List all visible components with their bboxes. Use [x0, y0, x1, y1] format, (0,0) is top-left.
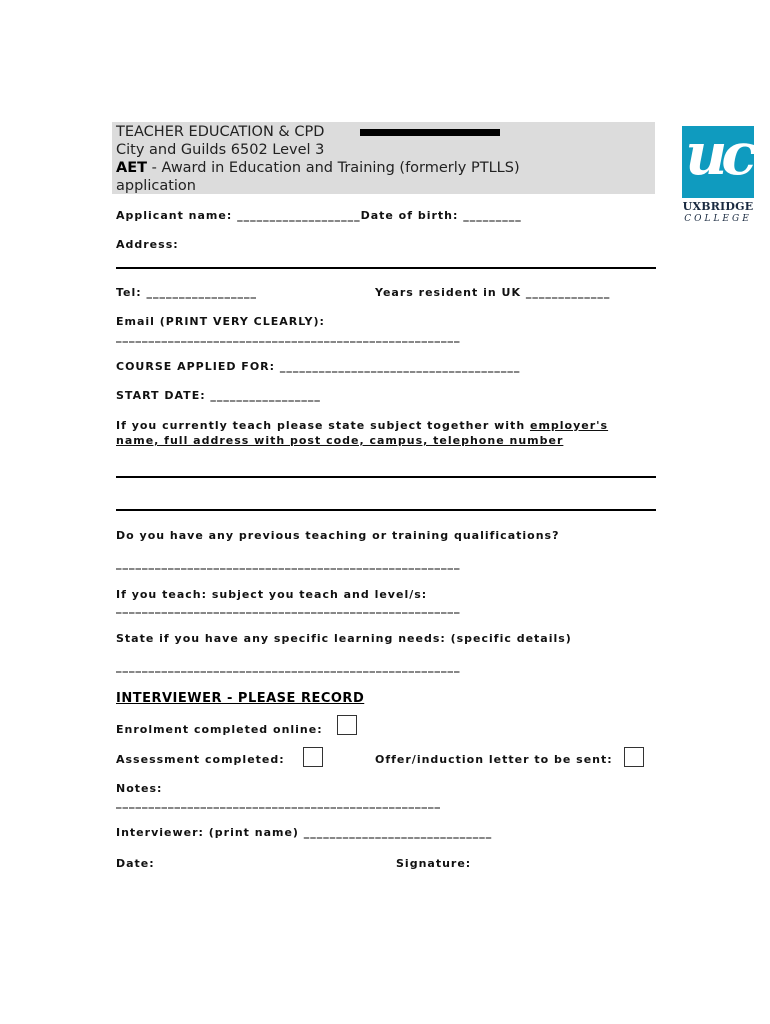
- interviewer-name-field: Interviewer: (print name) _____________________________: [116, 826, 493, 839]
- subject-level-label: If you teach: subject you teach and level/s:: [116, 588, 428, 601]
- enrolment-checkbox[interactable]: [337, 715, 357, 735]
- notes-line: __________________________________________________: [116, 796, 441, 809]
- prev-quals-label: Do you have any previous teaching or training qualifications?: [116, 529, 560, 542]
- offer-letter-label: Offer/induction letter to be sent:: [375, 753, 613, 766]
- address-label: Address:: [116, 238, 179, 251]
- offer-letter-checkbox[interactable]: [624, 747, 644, 767]
- enrolment-label: Enrolment completed online:: [116, 723, 323, 736]
- course-field: COURSE APPLIED FOR: _____________________________________: [116, 360, 521, 373]
- header-line-3: [116, 159, 520, 177]
- header-line-2: City and Guilds 6502 Level 3: [116, 142, 325, 158]
- start-date-field: START DATE: _________________: [116, 389, 321, 402]
- teach-line-1: [116, 476, 656, 478]
- years-resident-field: Years resident in UK _____________: [375, 286, 611, 299]
- header-aet: AET: [116, 160, 148, 176]
- email-label: Email (PRINT VERY CLEARLY):: [116, 315, 325, 328]
- prev-quals-line: _____________________________________________________: [116, 557, 461, 570]
- email-line: _____________________________________________________: [116, 330, 461, 343]
- header-line-1: TEACHER EDUCATION & CPD: [116, 124, 325, 140]
- assessment-label: Assessment completed:: [116, 753, 285, 766]
- teach-prompt-line-2: name, full address with post code, campus, telephone number: [116, 434, 564, 447]
- subject-level-line: _____________________________________________________: [116, 601, 461, 614]
- date-label: Date:: [116, 857, 155, 870]
- assessment-checkbox[interactable]: [303, 747, 323, 767]
- signature-label: Signature:: [396, 857, 472, 870]
- notes-label: Notes:: [116, 782, 163, 795]
- logo-monogram: uc: [685, 126, 751, 188]
- applicant-name-field: Applicant name: ___________________Date of birth: _________: [116, 209, 522, 222]
- address-line: [116, 267, 656, 269]
- header-bar: [360, 129, 500, 136]
- teach-line-2: [116, 509, 656, 511]
- interviewer-section-title: INTERVIEWER - PLEASE RECORD: [116, 691, 365, 706]
- college-logo: [680, 126, 756, 226]
- teach-prompt-line-1: [116, 419, 608, 432]
- logo-square: [682, 126, 754, 198]
- learning-needs-line: _____________________________________________________: [116, 660, 461, 673]
- header-award: - Award in Education and Training (formerly PTLLS): [147, 160, 520, 176]
- header-line-4: application: [116, 178, 196, 194]
- learning-needs-label: State if you have any specific learning needs: (specific details): [116, 632, 572, 645]
- logo-name: UXBRIDGE: [682, 200, 754, 213]
- teach-prompt-employer: employer's: [529, 419, 609, 432]
- logo-sub: COLLEGE: [684, 214, 752, 224]
- tel-field: Tel: _________________: [116, 286, 258, 299]
- teach-prompt-text: If you currently teach please state subject together with: [116, 419, 530, 432]
